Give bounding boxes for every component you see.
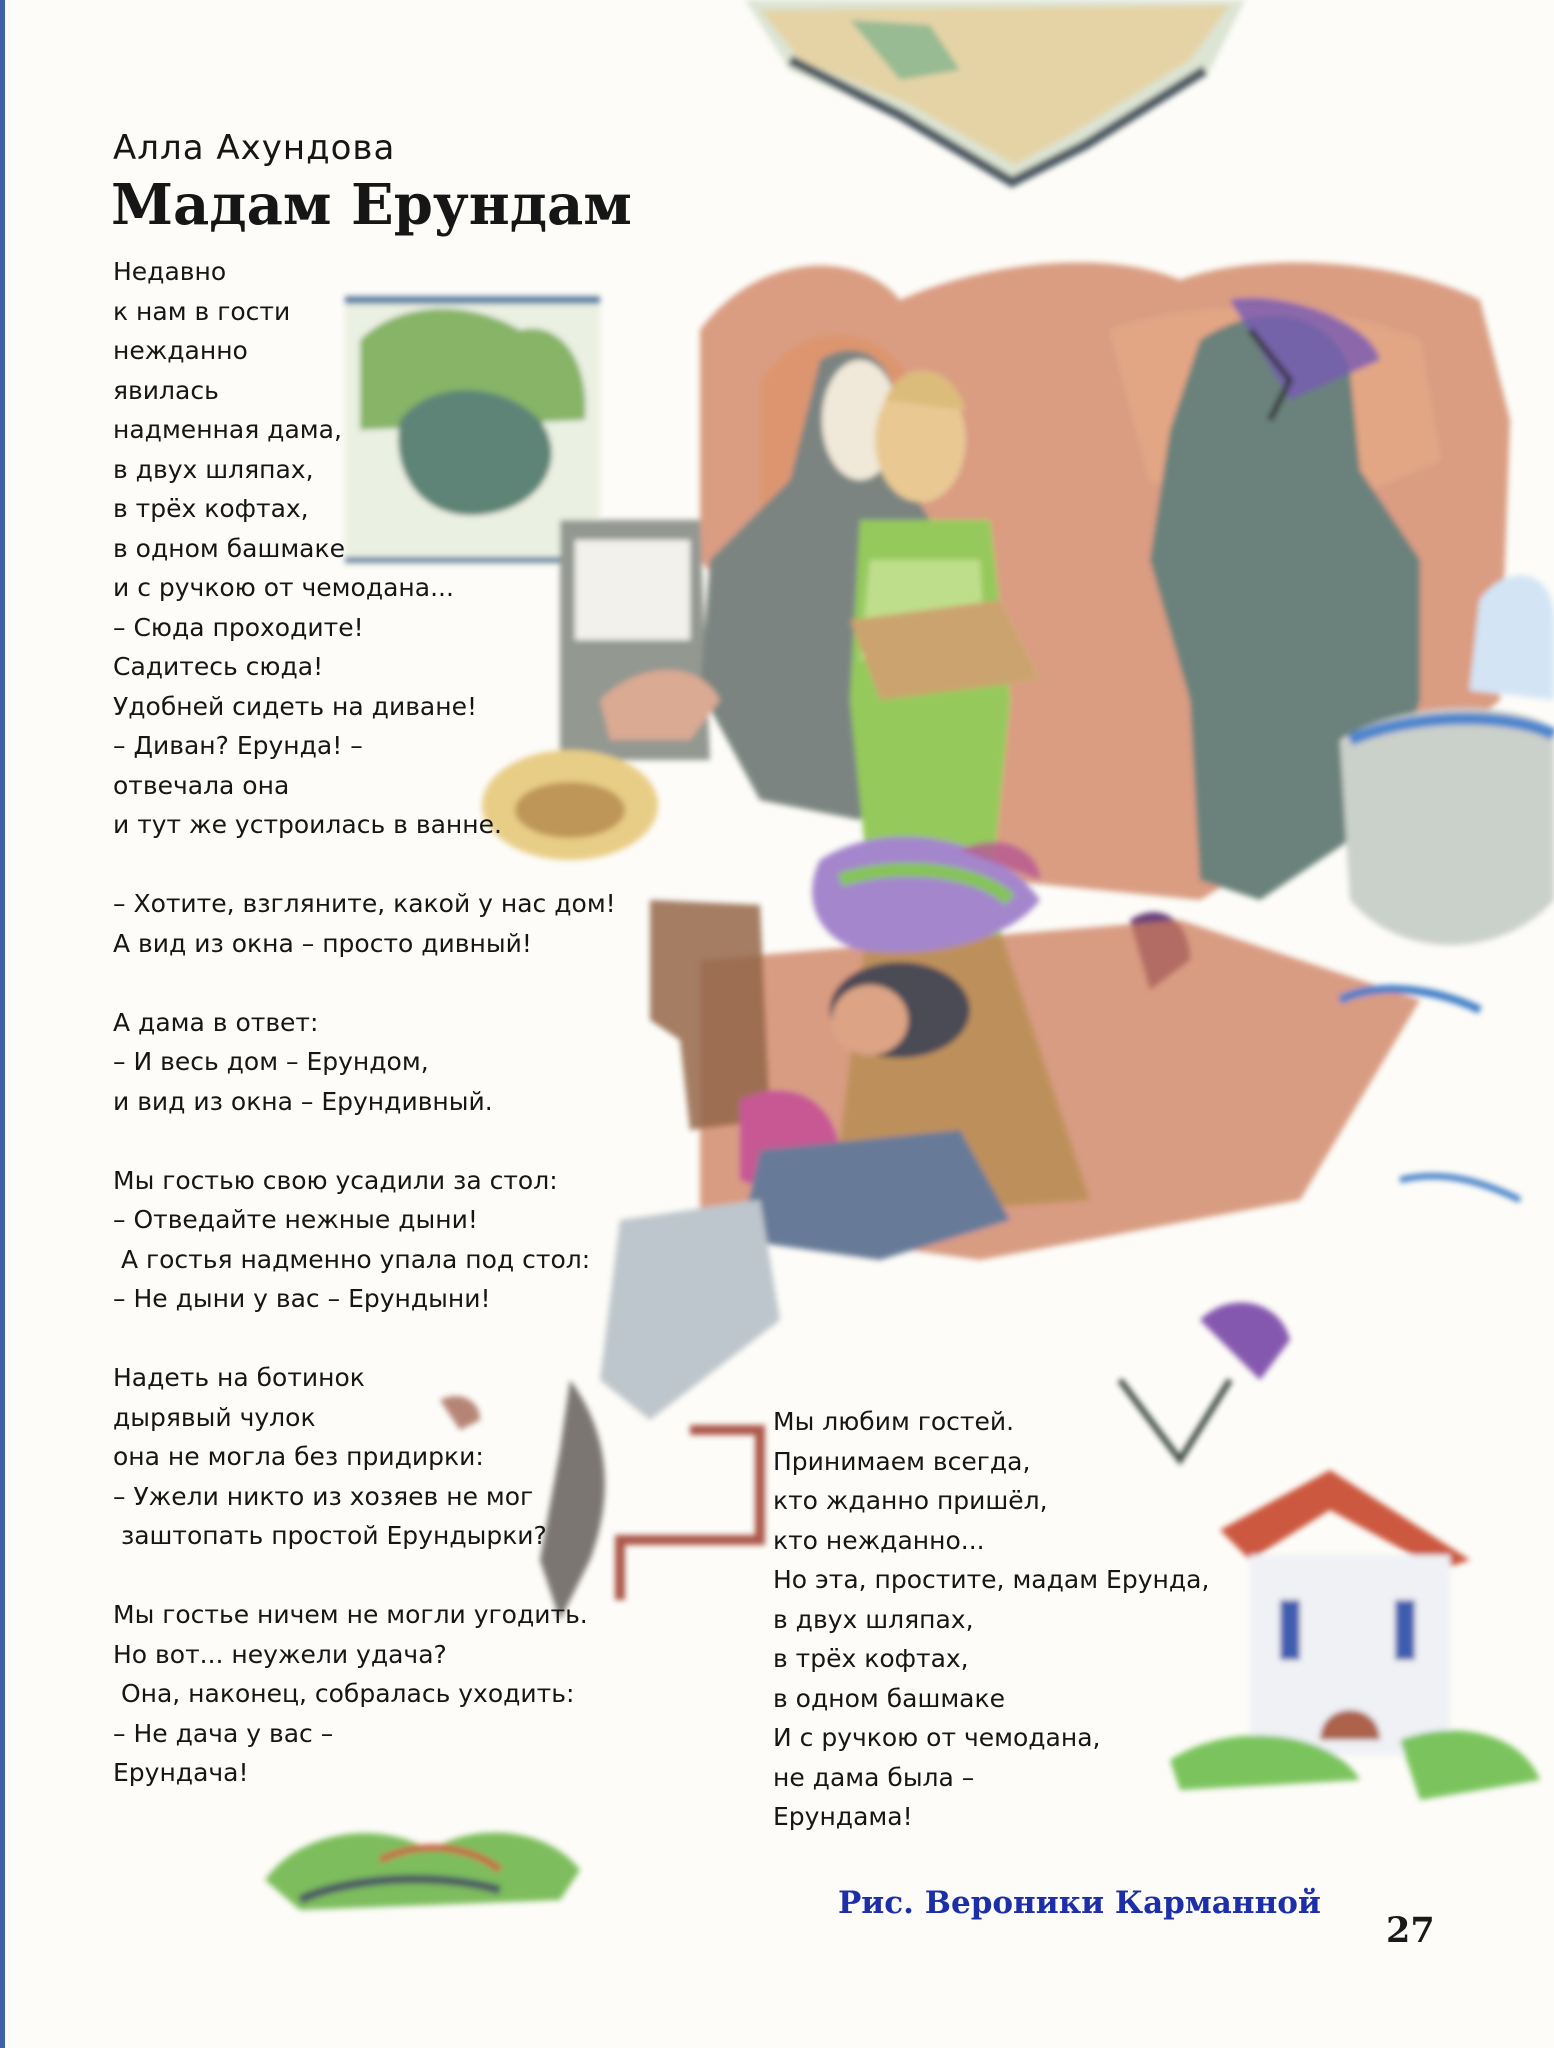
stanza-1	[113, 252, 633, 845]
poem-line: кто жданно пришёл,	[773, 1486, 1048, 1515]
poem-line: явилась	[113, 375, 219, 405]
poem-line: к нам в гости	[113, 296, 291, 326]
poem-column-left	[113, 252, 633, 1832]
poem-line: не дама была –	[773, 1762, 975, 1792]
illustration-credit: Рис. Вероники Карманной	[838, 1885, 1321, 1921]
poem-line: дырявый чулок	[113, 1402, 316, 1432]
poem-line: заштопать простой Ерундырки?	[113, 1521, 547, 1550]
poem-column-right	[773, 1402, 1233, 1837]
stanza-3	[113, 1003, 633, 1122]
stanza-2	[113, 884, 633, 963]
poem-line: Принимаем всегда,	[773, 1446, 1031, 1476]
poem-line: в двух шляпах,	[773, 1604, 974, 1634]
page-number: 27	[1386, 1910, 1435, 1951]
poem-line: Но вот... неужели удача?	[113, 1639, 447, 1669]
poem-line: Мы гостью свою усадили за стол:	[113, 1165, 558, 1195]
poem-line: – Не дыни у вас – Ерундыни!	[113, 1284, 491, 1313]
poem-line: Недавно	[113, 257, 227, 286]
stanza-5	[113, 1358, 633, 1556]
stanza-4	[113, 1161, 633, 1319]
poem-line: А гостья надменно упала под стол:	[113, 1244, 591, 1274]
poem-line: – Не дача у вас –	[113, 1718, 334, 1748]
poem-line: кто нежданно...	[773, 1525, 985, 1555]
poem-line: нежданно	[113, 336, 248, 365]
poem-line: Удобней сидеть на диване!	[113, 691, 478, 721]
poem-line: она не могла без придирки:	[113, 1442, 484, 1471]
poem-line: Мы гостье ничем не могли угодить.	[113, 1600, 588, 1629]
stanza-6	[113, 1595, 633, 1793]
poem-line: Садитесь сюда!	[113, 652, 324, 681]
poem-line: – Ужели никто из хозяев не мог	[113, 1481, 534, 1511]
poem-line: – Диван? Ерунда! –	[113, 731, 363, 760]
poem-line: Надеть на ботинок	[113, 1363, 365, 1392]
poem-line: отвечала она	[113, 770, 290, 800]
poem-line: Но эта, простите, мадам Ерунда,	[773, 1565, 1210, 1594]
poem-line: – Отведайте нежные дыни!	[113, 1205, 478, 1234]
poem-line: – И весь дом – Ерундом,	[113, 1047, 429, 1076]
poem-line: Мы любим гостей.	[773, 1407, 1015, 1436]
poem-line: в одном башмаке	[113, 533, 345, 563]
poem-line: и тут же устроилась в ванне.	[113, 810, 502, 839]
poem-title: Мадам Ерундам	[111, 172, 632, 238]
poem-line: надменная дама,	[113, 415, 342, 444]
poem-line: Ерундача!	[113, 1758, 249, 1787]
poem-line: И с ручкою от чемодана,	[773, 1723, 1101, 1752]
poem-line: в трёх кофтах,	[113, 494, 309, 523]
poem-line: А дама в ответ:	[113, 1007, 319, 1037]
poem-line: в трёх кофтах,	[773, 1644, 969, 1673]
poem-line: Она, наконец, собралась уходить:	[113, 1679, 575, 1708]
poem-line: – Хотите, взгляните, какой у нас дом!	[113, 889, 616, 918]
poem-line: А вид из окна – просто дивный!	[113, 928, 532, 958]
poem-line: – Сюда проходите!	[113, 612, 364, 642]
poem-line: в двух шляпах,	[113, 454, 314, 484]
poem-line: в одном башмаке	[773, 1683, 1005, 1713]
poem-line: Ерундама!	[773, 1802, 913, 1831]
poem-line: и с ручкою от чемодана...	[113, 573, 454, 602]
author-name: Алла Ахундова	[113, 128, 396, 168]
poem-line: и вид из окна – Ерундивный.	[113, 1086, 493, 1116]
